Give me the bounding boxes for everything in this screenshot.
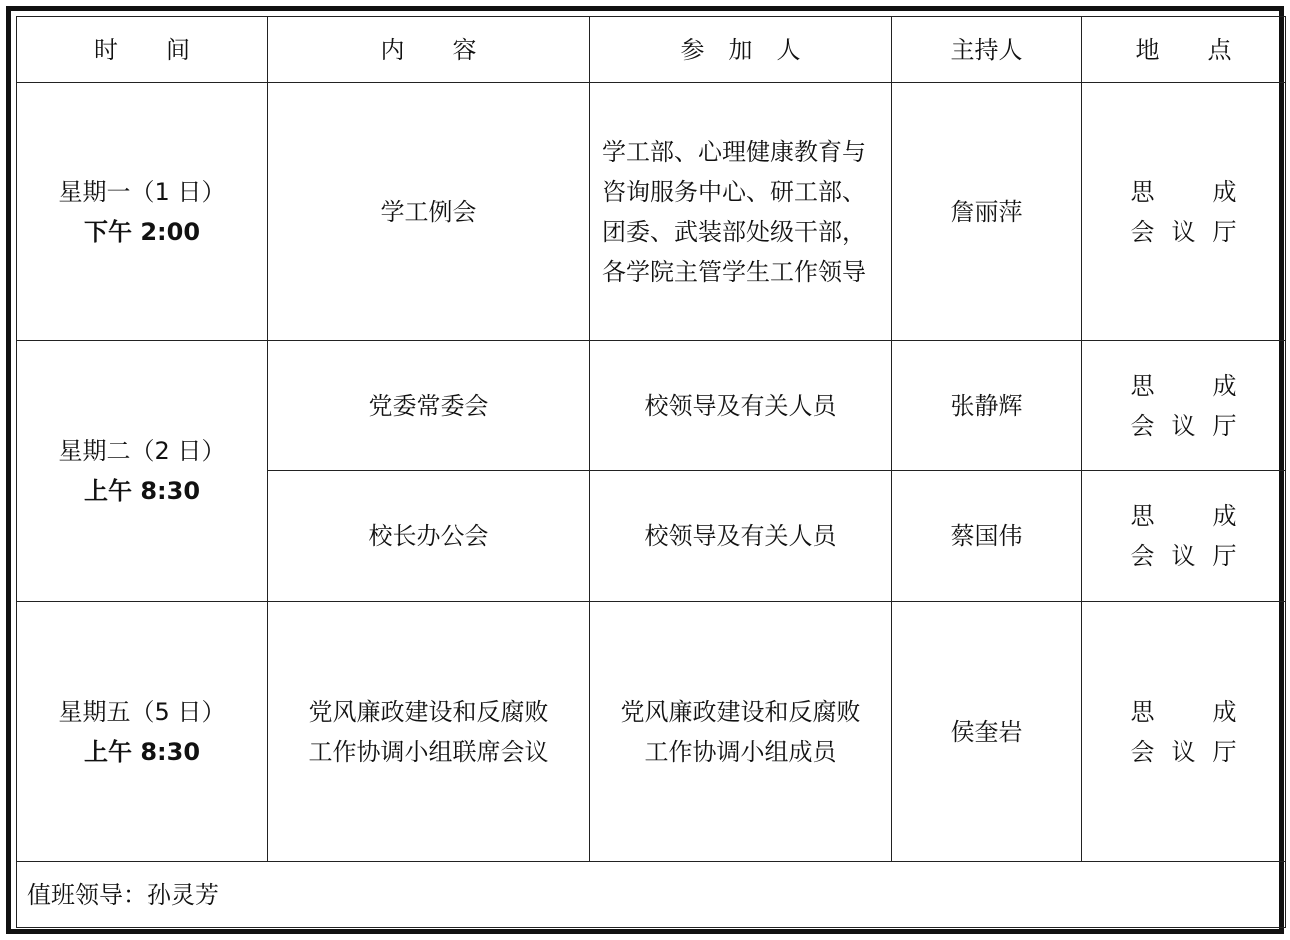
header-time: 时 间 xyxy=(17,17,268,83)
host-cell: 蔡国伟 xyxy=(892,471,1082,602)
header-content: 内 容 xyxy=(268,17,590,83)
duty-leader: 值班领导：孙灵芳 xyxy=(17,862,1286,928)
time-cell xyxy=(17,341,268,602)
host-cell: 侯奎岩 xyxy=(892,602,1082,862)
venue-line1: 思 成 xyxy=(1130,697,1237,726)
content-cell: 党委常委会 xyxy=(268,341,590,471)
content-cell: 学工例会 xyxy=(268,83,590,341)
day-label: 星期一（1 日） xyxy=(58,177,226,206)
venue-line2: 会议厅 xyxy=(1130,411,1237,440)
schedule-table xyxy=(16,16,1286,928)
host-cell: 詹丽萍 xyxy=(892,83,1082,341)
venue-cell xyxy=(1082,471,1286,602)
venue-line2: 会议厅 xyxy=(1130,217,1237,246)
venue-line1: 思 成 xyxy=(1130,371,1237,400)
header-host: 主持人 xyxy=(892,17,1082,83)
content-line2: 工作协调小组联席会议 xyxy=(308,737,549,766)
venue-cell xyxy=(1082,602,1286,862)
content-cell xyxy=(268,602,590,862)
time-cell xyxy=(17,83,268,341)
table-row xyxy=(17,602,1286,862)
header-venue: 地 点 xyxy=(1082,17,1286,83)
venue-line2: 会议厅 xyxy=(1130,737,1237,766)
attendees-cell: 校领导及有关人员 xyxy=(590,341,892,471)
venue-cell xyxy=(1082,341,1286,471)
header-row xyxy=(17,17,1286,83)
time-label: 上午 8:30 xyxy=(83,477,201,505)
content-line1: 党风廉政建设和反腐败 xyxy=(308,697,549,726)
attendees-line2: 工作协调小组成员 xyxy=(644,737,837,766)
attendees-cell: 校领导及有关人员 xyxy=(590,471,892,602)
header-attendees: 参 加 人 xyxy=(590,17,892,83)
table-row xyxy=(17,83,1286,341)
day-label: 星期二（2 日） xyxy=(58,437,226,465)
table-row xyxy=(17,341,1286,471)
attendees-line1: 党风廉政建设和反腐败 xyxy=(620,697,861,726)
attendees-cell xyxy=(590,602,892,862)
content-cell: 校长办公会 xyxy=(268,471,590,602)
host-cell: 张静辉 xyxy=(892,341,1082,471)
day-label: 星期五（5 日） xyxy=(58,697,226,726)
venue-line2: 会议厅 xyxy=(1130,542,1237,570)
footer-row xyxy=(17,862,1286,928)
venue-line1: 思 成 xyxy=(1130,177,1237,206)
venue-line1: 思 成 xyxy=(1130,502,1237,530)
attendees-cell: 学工部、心理健康教育与咨询服务中心、研工部、团委、武装部处级干部，各学院主管学生工作领导 xyxy=(590,83,892,341)
time-label: 下午 2:00 xyxy=(83,217,201,246)
time-cell xyxy=(17,602,268,862)
time-label: 上午 8:30 xyxy=(83,737,201,766)
venue-cell xyxy=(1082,83,1286,341)
